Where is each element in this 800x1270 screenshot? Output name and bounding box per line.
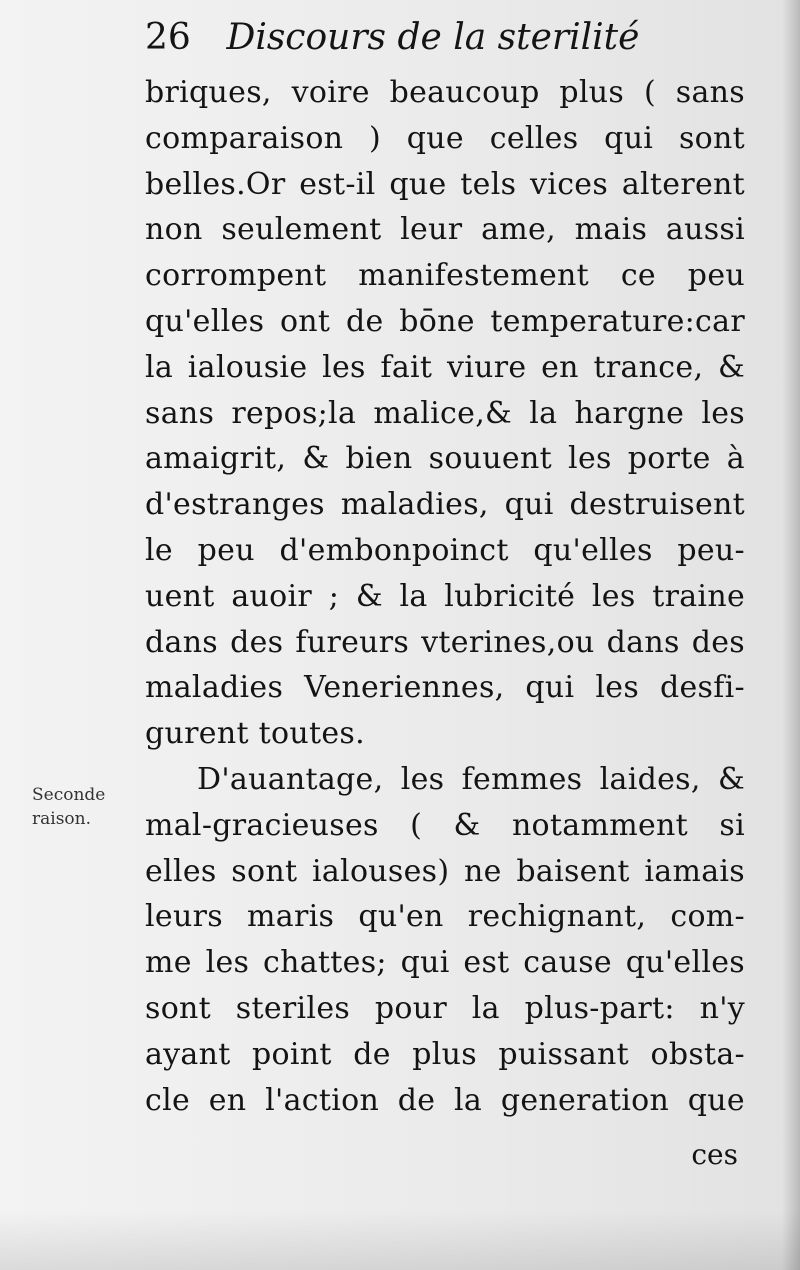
text-line: dans des fureurs vterines,ou dans des [145, 624, 745, 660]
margin-note [32, 783, 132, 831]
text-line: D'auantage, les femmes laides, & [197, 761, 745, 797]
text-line: leurs maris qu'en rechignant, com- [145, 899, 745, 935]
text-line: gurent toutes. [145, 716, 365, 752]
catchword: ces [691, 1138, 738, 1171]
margin-note-line: Seconde [32, 785, 106, 805]
text-line: belles.Or est-il que tels vices alterent [145, 166, 745, 202]
text-line: briques, voire beaucoup plus ( sans [145, 75, 745, 110]
text-line: d'estranges maladies, qui destruisent [145, 487, 745, 523]
text-line: elles sont ialouses) ne baisent iamais [145, 853, 745, 889]
running-title: Discours de la sterilité [226, 17, 640, 58]
body-text [145, 70, 745, 1123]
text-line: sont steriles pour la plus-part: n'y [145, 990, 745, 1026]
text-line: mal-gracieuses ( & notamment si [145, 807, 745, 843]
text-line: ayant point de plus puissant obsta- [145, 1036, 745, 1072]
page-header [145, 8, 705, 68]
text-line: comparaison ) que celles qui sont [145, 120, 745, 156]
text-line: non seulement leur ame, mais aussi [145, 212, 745, 248]
text-line: maladies Veneriennes, qui les desfi- [145, 670, 745, 706]
text-line: amaigrit, & bien souuent les porte à [145, 441, 745, 477]
page-number: 26 [145, 17, 191, 58]
text-line: corrompent manifestement ce peu [145, 258, 745, 294]
text-line: qu'elles ont de bōne temperature:car [145, 303, 745, 339]
text-line: me les chattes; qui est cause qu'elles [145, 945, 745, 981]
text-line: sans repos;la malice,& la hargne les [145, 395, 745, 431]
text-line: cle en l'action de la generation que [145, 1082, 745, 1118]
text-line: uent auoir ; & la lubricité les traine [145, 578, 745, 614]
margin-note-line: raison. [32, 809, 92, 829]
text-line: le peu d'embonpoinct qu'elles peu- [145, 532, 745, 568]
text-line: la ialousie les fait viure en trance, & [145, 349, 745, 385]
